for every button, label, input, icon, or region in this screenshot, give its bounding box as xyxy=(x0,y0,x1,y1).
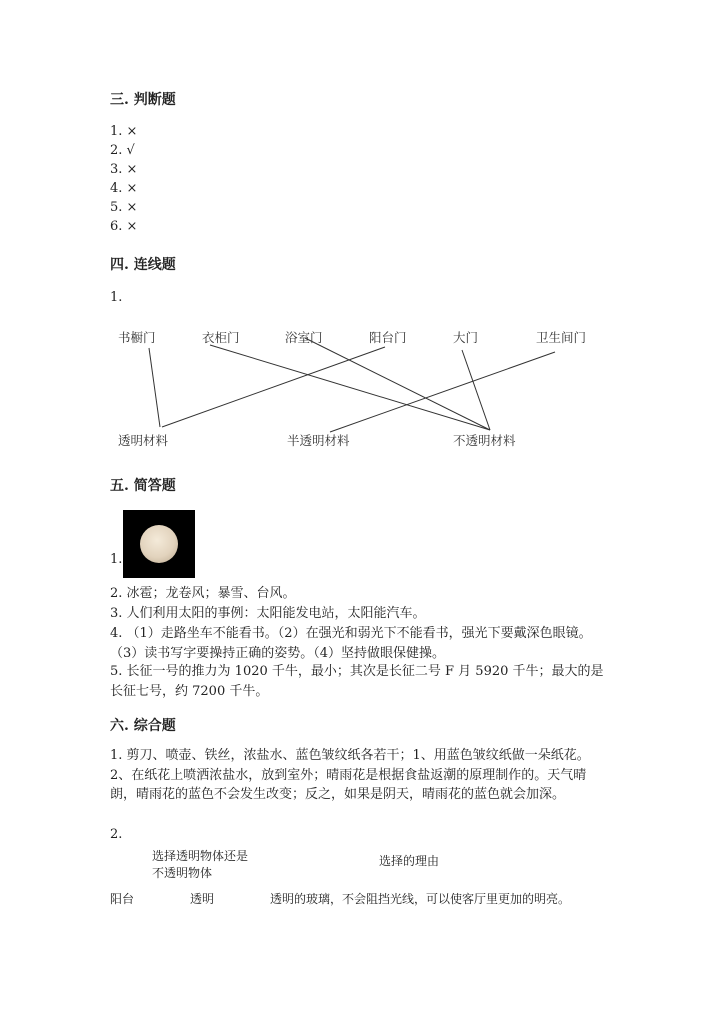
table-cell: 阳台 xyxy=(110,892,135,906)
match-line xyxy=(149,348,160,427)
answer-paragraph: 1. 剪刀、喷壶、铁丝，浓盐水、蓝色皱纹纸各若干；1、用蓝色皱纹纸做一朵纸花。2、在纸花上喷洒浓盐水，放到室外；晴雨花是根据食盐返潮的原理制作的。天气晴朗，晴雨花的蓝色不会发生改变；反之，如果是阴天，晴雨花的蓝色就会加深。 xyxy=(110,748,590,802)
moon-image xyxy=(123,510,195,578)
match-line xyxy=(210,345,490,430)
table-header: 选择透明物体还是 xyxy=(152,849,249,863)
match-line xyxy=(162,347,385,427)
match-top-label: 大门 xyxy=(453,330,479,345)
question-number: 1. xyxy=(110,290,123,305)
answer-item: 1. × xyxy=(110,124,138,139)
match-top-label: 书橱门 xyxy=(118,330,156,345)
match-bottom-label: 不透明材料 xyxy=(453,433,516,448)
match-bottom-label: 半透明材料 xyxy=(287,433,350,448)
answer-line: 4. （1）走路坐车不能看书。（2）在强光和弱光下不能看书，强光下要戴深色眼镜。（3）读书写字要操持正确的姿势。（4）坚持做眼保健操。 xyxy=(110,626,592,661)
answer-item: 2. √ xyxy=(110,143,135,158)
answer-item: 4. × xyxy=(110,181,138,196)
section-4-title: 四. 连线题 xyxy=(110,257,176,273)
match-top-label: 浴室门 xyxy=(285,330,323,345)
section-5-title: 五. 简答题 xyxy=(110,478,176,494)
match-bottom-label: 透明材料 xyxy=(118,433,169,448)
match-top-label: 衣柜门 xyxy=(202,330,240,345)
match-top-label: 卫生间门 xyxy=(536,330,587,345)
answer-item: 5. × xyxy=(110,200,138,215)
question-number: 2. xyxy=(110,827,123,842)
match-top-label: 阳台门 xyxy=(369,330,407,345)
table-cell: 透明 xyxy=(190,892,215,906)
table-cell: 透明的玻璃，不会阻挡光线，可以使客厅里更加的明亮。 xyxy=(270,892,571,906)
answer-line: 2. 冰雹；龙卷风；暴雪、台风。 xyxy=(110,586,296,601)
section-6-title: 六. 综合题 xyxy=(110,718,176,734)
question-number: 1. xyxy=(110,552,123,567)
answer-line: 5. 长征一号的推力为 1020 千牛，最小；其次是长征二号 F 月 5920 千牛；最大的是长征七号，约 7200 千牛。 xyxy=(110,664,604,699)
answer-item: 3. × xyxy=(110,162,138,177)
section-3-title: 三. 判断题 xyxy=(110,92,176,108)
table-header: 选择的理由 xyxy=(379,854,440,868)
table-header: 不透明物体 xyxy=(152,866,213,880)
answer-line: 3. 人们利用太阳的事例：太阳能发电站，太阳能汽车。 xyxy=(110,606,426,621)
answer-item: 6. × xyxy=(110,219,138,234)
